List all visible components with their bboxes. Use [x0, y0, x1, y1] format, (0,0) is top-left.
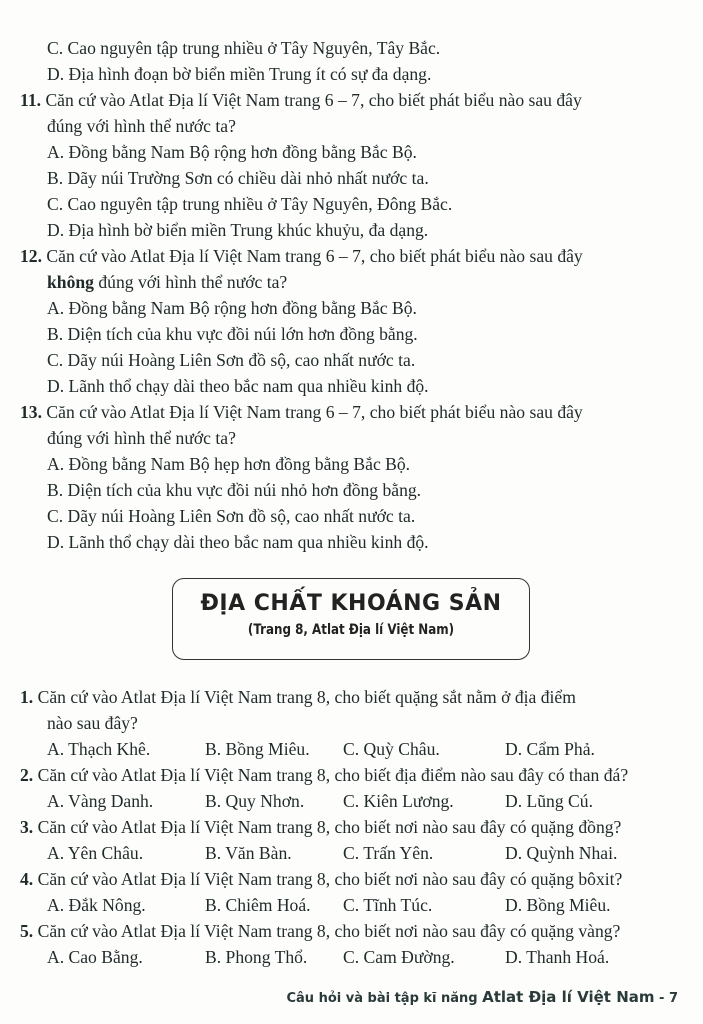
option: B. Văn Bàn. — [205, 843, 292, 863]
option: C. Kiên Lương. — [343, 791, 454, 811]
option: D. Quỳnh Nhai. — [505, 843, 618, 863]
option: C. Tĩnh Túc. — [343, 895, 433, 915]
option: C. Cam Đường. — [343, 947, 455, 967]
option: B. Dãy núi Trường Sơn có chiều dài nhỏ nhất nước ta. — [47, 168, 429, 188]
question-text: Căn cứ vào Atlat Địa lí Việt Nam trang 6 – 7, cho biết phát biểu nào sau đây — [45, 90, 582, 110]
question-number: 11. — [20, 90, 42, 110]
question-5 — [0, 918, 703, 944]
page-footer: Câu hỏi và bài tập kĩ năng Atlat Địa lí Việt Nam - 7 — [286, 988, 678, 1006]
option: B. Phong Thổ. — [205, 947, 308, 967]
question-number: 5. — [20, 921, 34, 941]
option: A. Đồng bằng Nam Bộ rộng hơn đồng bằng Bắc Bộ. — [47, 298, 417, 318]
option: B. Diện tích của khu vực đồi núi nhỏ hơn đồng bằng. — [47, 480, 422, 500]
option: C. Cao nguyên tập trung nhiều ở Tây Nguyên, Tây Bắc. — [47, 38, 441, 58]
option: B. Diện tích của khu vực đồi núi lớn hơn đồng bằng. — [47, 324, 418, 344]
emphasis: không — [47, 272, 94, 292]
question-text-cont — [0, 269, 703, 295]
question-text-cont — [0, 113, 703, 139]
options-row — [0, 944, 703, 970]
option: B. Quy Nhơn. — [205, 791, 305, 811]
option: D. Địa hình đoạn bờ biển miền Trung ít có sự đa dạng. — [47, 64, 432, 84]
option: D. Lãnh thổ chạy dài theo bắc nam qua nhiều kinh độ. — [47, 532, 429, 552]
question-number: 4. — [20, 869, 34, 889]
question-4 — [0, 866, 703, 892]
option: B. Chiêm Hoá. — [205, 895, 311, 915]
question-13 — [0, 399, 703, 425]
option: A. Cao Bằng. — [47, 947, 143, 967]
question-text: Căn cứ vào Atlat Địa lí Việt Nam trang 8, cho biết địa điểm nào sau đây có than đá? — [37, 765, 629, 785]
question-text: đúng với hình thể nước ta? — [47, 428, 236, 448]
question-2 — [0, 762, 703, 788]
question-number: 12. — [20, 246, 42, 266]
option: C. Quỳ Châu. — [343, 739, 440, 759]
option: A. Vàng Danh. — [47, 791, 154, 811]
question-3 — [0, 814, 703, 840]
question-text: đúng với hình thể nước ta? — [47, 116, 236, 136]
option: D. Cẩm Phả. — [505, 739, 595, 759]
question-text-cont — [0, 425, 703, 451]
options-row — [0, 892, 703, 918]
options-row — [0, 788, 703, 814]
option: D. Địa hình bờ biển miền Trung khúc khuỷu, đa dạng. — [47, 220, 429, 240]
question-text: đúng với hình thể nước ta? — [93, 272, 288, 292]
question-number: 3. — [20, 817, 34, 837]
option: C. Dãy núi Hoàng Liên Sơn đồ sộ, cao nhất nước ta. — [47, 350, 416, 370]
option: A. Đồng bằng Nam Bộ rộng hơn đồng bằng Bắc Bộ. — [47, 142, 417, 162]
section-heading-box — [172, 578, 530, 660]
option: D. Lũng Cú. — [505, 791, 593, 811]
section-subtitle: (Trang 8, Atlat Địa lí Việt Nam) — [247, 622, 455, 638]
option: A. Thạch Khê. — [47, 739, 151, 759]
question-12 — [0, 243, 703, 269]
option: C. Dãy núi Hoàng Liên Sơn đồ sộ, cao nhất nước ta. — [47, 506, 416, 526]
question-number: 13. — [20, 402, 42, 422]
section-title: ĐỊA CHẤT KHOÁNG SẢN — [200, 591, 502, 616]
question-text: Căn cứ vào Atlat Địa lí Việt Nam trang 8, cho biết nơi nào sau đây có quặng đồng? — [37, 817, 622, 837]
option: B. Bồng Miêu. — [205, 739, 310, 759]
options-row — [0, 736, 703, 762]
option: C. Trấn Yên. — [343, 843, 434, 863]
question-text: Căn cứ vào Atlat Địa lí Việt Nam trang 8, cho biết nơi nào sau đây có quặng bôxit? — [37, 869, 623, 889]
option: D. Bồng Miêu. — [505, 895, 611, 915]
option: C. Cao nguyên tập trung nhiều ở Tây Nguyên, Đông Bắc. — [47, 194, 453, 214]
option: A. Yên Châu. — [47, 843, 144, 863]
question-text: Căn cứ vào Atlat Địa lí Việt Nam trang 6 – 7, cho biết phát biểu nào sau đây — [46, 246, 583, 266]
question-text: Căn cứ vào Atlat Địa lí Việt Nam trang 8, cho biết nơi nào sau đây có quặng vàng? — [37, 921, 621, 941]
question-number: 2. — [20, 765, 34, 785]
question-1: 1. Căn cứ vào Atlat Địa lí Việt Nam trang 8, cho biết quặng sắt nằm ở địa điểm — [20, 687, 576, 707]
question-text: nào sau đây? — [47, 713, 138, 733]
option: D. Lãnh thổ chạy dài theo bắc nam qua nhiều kinh độ. — [47, 376, 429, 396]
option: A. Đồng bằng Nam Bộ hẹp hơn đồng bằng Bắc Bộ. — [47, 454, 411, 474]
option: D. Thanh Hoá. — [505, 947, 610, 967]
question-text: Căn cứ vào Atlat Địa lí Việt Nam trang 6 – 7, cho biết phát biểu nào sau đây — [46, 402, 583, 422]
part2 — [0, 684, 703, 970]
option: A. Đắk Nông. — [47, 895, 146, 915]
part1 — [0, 35, 703, 555]
options-row — [0, 840, 703, 866]
question-11 — [0, 87, 703, 113]
